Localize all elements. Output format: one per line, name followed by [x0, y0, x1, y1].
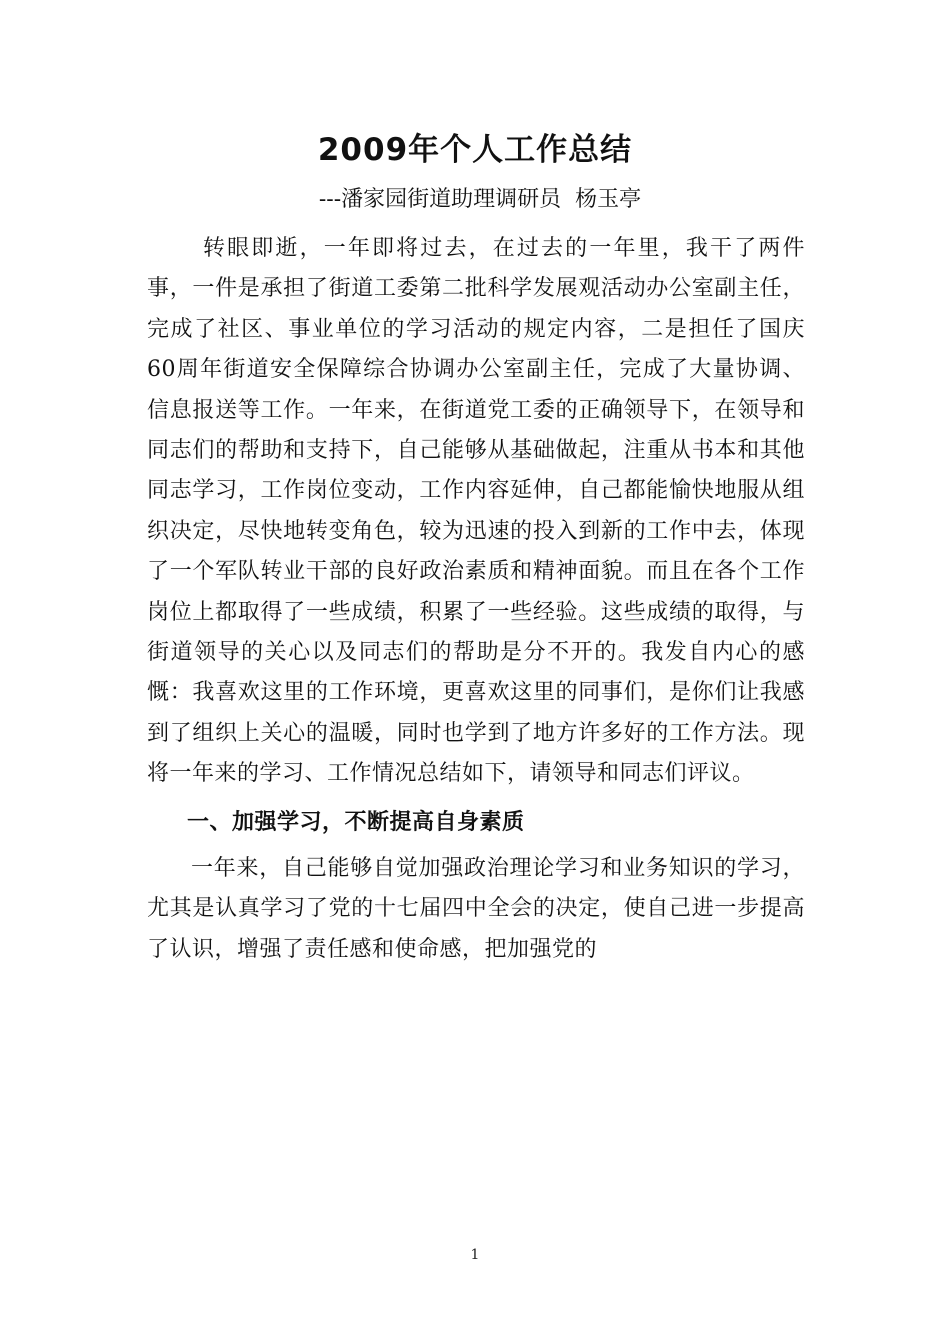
section-paragraph: 一年来，自己能够自觉加强政治理论学习和业务知识的学习，尤其是认真学习了党的十七届四中全会的决定，使自己进一步提高了认识，增强了责任感和使命感，把加强党的 — [147, 855, 805, 962]
document-body — [147, 229, 805, 970]
intro-paragraph: 转眼即逝，一年即将过去，在过去的一年里，我干了两件事，一件是承担了街道工委第二批科学发展观活动办公室副主任，完成了社区、事业单位的学习活动的规定内容，二是担任了国庆60周年街道安全保障综合协调办公室副主任，完成了大量协调、信息报送等工作。一年来，在街道党工委的正确领导下，在领导和同志们的帮助和支持下，自己能够从基础做起，注重从书本和其他同志学习，工作岗位变动，工作内容延伸，自己都能愉快地服从组织决定，尽快地转变角色，较为迅速的投入到新的工作中去，体现了一个军队转业干部的良好政治素质和精神面貌。而且在各个工作岗位上都取得了一些成绩，积累了一些经验。这些成绩的取得，与街道领导的关心以及同志们的帮助是分不开的。我发自内心的感慨：我喜欢这里的工作环境，更喜欢这里的同事们，是你们让我感到了组织上关心的温暖，同时也学到了地方许多好的工作方法。现将一年来的学习、工作情况总结如下，请领导和同志们评议。 — [147, 236, 805, 787]
page-number: 1 — [470, 1247, 480, 1263]
document-subtitle: ---潘家园街道助理调研员 杨玉亭 — [318, 187, 642, 212]
section-heading: 一、加强学习，不断提高自身素质 — [187, 809, 525, 835]
document-title: 2009年个人工作总结 — [317, 132, 633, 168]
